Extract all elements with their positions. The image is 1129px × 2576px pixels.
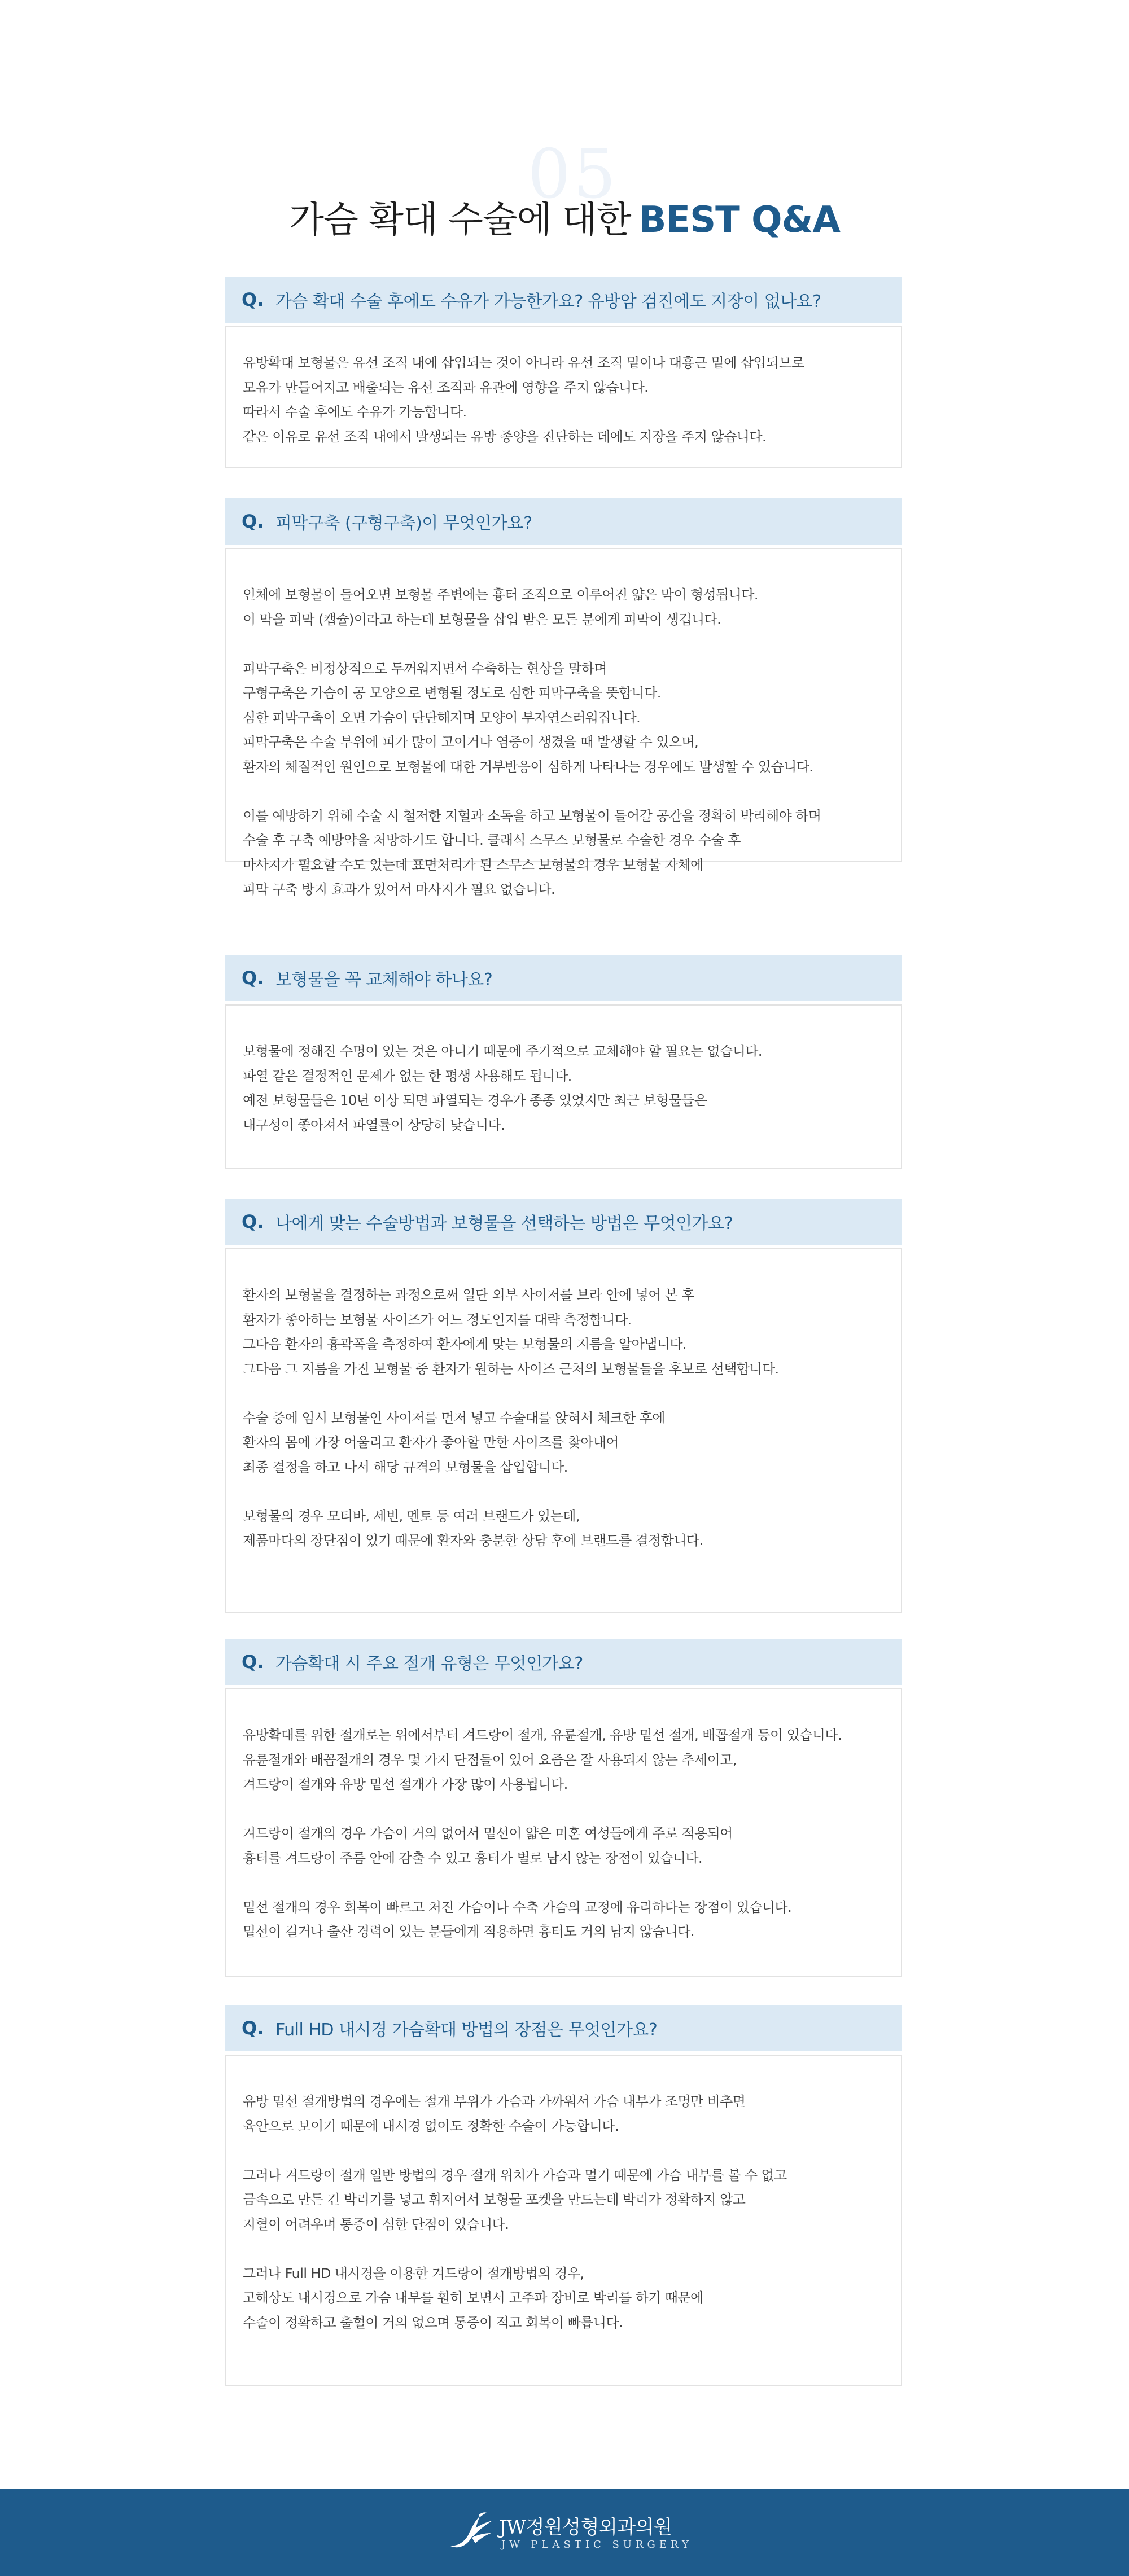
answer-line: 그다음 그 지름을 가진 보형물 중 환자가 원하는 사이즈 근처의 보형물들을 후보로 선택합니다. (243, 1361, 779, 1377)
answer-line: 피막구축은 비정상적으로 두꺼워지면서 수축하는 현상을 말하며 (243, 660, 607, 677)
answer-line: 최종 결정을 하고 나서 해당 규격의 보형물을 삽입합니다. (243, 1459, 568, 1475)
answer-line: 이를 예방하기 위해 수술 시 철저한 지혈과 소독을 하고 보형물이 들어갈 공간을 정확히 박리해야 하며 (243, 808, 821, 824)
answer-line: 보형물의 경우 모티바, 세빈, 멘토 등 여러 브랜드가 있는데, (243, 1508, 580, 1524)
answer-line: 제품마다의 장단점이 있기 때문에 환자와 충분한 상담 후에 브랜드를 결정합니다. (243, 1533, 703, 1548)
question-mark: Q. (242, 1211, 264, 1232)
question-bar (225, 2005, 902, 2051)
answer-line: 유륜절개와 배꼽절개의 경우 몇 가지 단점들이 있어 요즘은 잘 사용되지 않는 추세이고, (243, 1752, 737, 1768)
answer-line: 보형물에 정해진 수명이 있는 것은 아니기 때문에 주기적으로 교체해야 할 필요는 없습니다. (243, 1043, 762, 1059)
question-text: 보형물을 꼭 교체해야 하나요? (275, 970, 493, 990)
answer-line: 밑선이 길거나 출산 경력이 있는 분들에게 적용하면 흉터도 거의 남지 않습니다. (243, 1924, 695, 1939)
question-bar (225, 277, 902, 323)
answer-box (225, 2055, 902, 2386)
answer-line: 마사지가 필요할 수도 있는데 표면처리가 된 스무스 보형물의 경우 보형물 자체에 (243, 857, 703, 873)
answer-line: 인체에 보형물이 들어오면 보형물 주변에는 흉터 조직으로 이루어진 얇은 막이 형성됩니다. (243, 587, 758, 603)
answer-line: 그러나 겨드랑이 절개 일반 방법의 경우 절개 위치가 가슴과 멀기 때문에 가슴 내부를 볼 수 없고 (243, 2167, 787, 2183)
answer-line: 이 막을 피막 (캡슐)이라고 하는데 보형물을 삽입 받은 모든 분에게 피막이 생깁니다. (243, 611, 721, 627)
answer-line: 예전 보형물들은 10년 이상 되면 파열되는 경우가 종종 있었지만 최근 보형물들은 (243, 1092, 707, 1108)
answer-line: 심한 피막구축이 오면 가슴이 단단해지며 모양이 부자연스러워집니다. (243, 709, 641, 726)
qa-item (225, 1639, 902, 1977)
answer-line: 피막구축은 수술 부위에 피가 많이 고이거나 염증이 생겼을 때 발생할 수 있으며, (243, 734, 699, 750)
answer-line: 수술 중에 임시 보형물인 사이저를 먼저 넣고 수술대를 앉혀서 체크한 후에 (243, 1410, 665, 1426)
question-mark: Q. (242, 1651, 264, 1673)
answer-line: 환자가 좋아하는 보형물 사이즈가 어느 정도인지를 대략 측정합니다. (243, 1311, 632, 1328)
page-title-accent: BEST Q&A (638, 199, 840, 241)
footer (0, 2489, 1129, 2576)
question-text: Full HD 내시경 가슴확대 방법의 장점은 무엇인가요? (275, 2020, 658, 2040)
logo-korean-name: JW정원성형외과의원 (499, 2516, 672, 2539)
qa-item (225, 1199, 902, 1613)
answer-line: 따라서 수술 후에도 수유가 가능합니다. (243, 404, 467, 420)
question-text: 나에게 맞는 수술방법과 보형물을 선택하는 방법은 무엇인가요? (275, 1214, 733, 1234)
answer-box (225, 1248, 902, 1613)
answer-line: 환자의 몸에 가장 어울리고 환자가 좋아할 만한 사이즈를 찾아내어 (243, 1434, 619, 1450)
answer-line: 모유가 만들어지고 배출되는 유선 조직과 유관에 영향을 주지 않습니다. (243, 379, 649, 396)
answer-box (225, 1004, 902, 1169)
question-bar (225, 498, 902, 545)
qa-item (225, 955, 902, 1169)
answer-line: 지혈이 어려우며 통증이 심한 단점이 있습니다. (243, 2216, 509, 2232)
question-mark: Q. (242, 511, 264, 532)
answer-line: 피막 구축 방지 효과가 있어서 마사지가 필요 없습니다. (243, 881, 555, 897)
question-mark: Q. (242, 967, 264, 989)
answer-line: 겨드랑이 절개의 경우 가슴이 거의 없어서 밑선이 얇은 미혼 여성들에게 주로 적용되어 (243, 1825, 733, 1841)
answer-line: 유방 밑선 절개방법의 경우에는 절개 부위가 가슴과 가까워서 가슴 내부가 조명만 비추면 (243, 2094, 746, 2109)
answer-line: 수술이 정확하고 출혈이 거의 없으며 통증이 적고 회복이 빠릅니다. (243, 2314, 623, 2331)
question-text: 가슴확대 시 주요 절개 유형은 무엇인가요? (275, 1654, 583, 1674)
answer-line: 그다음 환자의 흉곽폭을 측정하여 환자에게 맞는 보형물의 지름을 알아냅니다. (243, 1336, 686, 1352)
answer-line: 유방확대를 위한 절개로는 위에서부터 겨드랑이 절개, 유륜절개, 유방 밑선 절개, 배꼽절개 등이 있습니다. (243, 1727, 842, 1743)
question-mark: Q. (242, 289, 264, 310)
question-bar (225, 955, 902, 1001)
answer-box (225, 548, 902, 897)
qa-item (225, 2005, 902, 2386)
answer-line: 밑선 절개의 경우 회복이 빠르고 처진 가슴이나 수축 가슴의 교정에 유리하다는 장점이 있습니다. (243, 1899, 792, 1915)
answer-line: 내구성이 좋아져서 파열률이 상당히 낮습니다. (243, 1117, 505, 1133)
question-bar (225, 1639, 902, 1685)
qa-item (225, 277, 902, 468)
logo-english-name: JW PLASTIC SURGERY (501, 2539, 693, 2551)
clinic-logo (446, 2509, 694, 2555)
answer-line: 같은 이유로 유선 조직 내에서 발생되는 유방 종양을 진단하는 데에도 지장을 주지 않습니다. (243, 428, 766, 445)
page-title-main: 가슴 확대 수술에 대한 (289, 199, 631, 241)
answer-line: 고해상도 내시경으로 가슴 내부를 훤히 보면서 고주파 장비로 박리를 하기 때문에 (243, 2290, 703, 2306)
answer-line: 흉터를 겨드랑이 주름 안에 감출 수 있고 흉터가 별로 남지 않는 장점이 있습니다. (243, 1850, 703, 1866)
answer-box (225, 1688, 902, 1977)
answer-box (225, 326, 902, 468)
qa-item (225, 498, 902, 897)
question-mark: Q. (242, 2017, 264, 2039)
question-bar (225, 1199, 902, 1245)
page-header (0, 0, 1129, 277)
section-number: 05 (527, 135, 619, 214)
answer-line: 유방확대 보형물은 유선 조직 내에 삽입되는 것이 아니라 유선 조직 밑이나 대흉근 밑에 삽입되므로 (243, 355, 804, 371)
question-text: 가슴 확대 수술 후에도 수유가 가능한가요? 유방암 검진에도 지장이 없나요? (275, 292, 821, 311)
answer-line: 겨드랑이 절개와 유방 밑선 절개가 가장 많이 사용됩니다. (243, 1776, 568, 1792)
question-text: 피막구축 (구형구축)이 무엇인가요? (275, 514, 532, 533)
answer-line: 육안으로 보이기 때문에 내시경 없이도 정확한 수술이 가능합니다. (243, 2118, 619, 2134)
answer-line: 파열 같은 결정적인 문제가 없는 한 평생 사용해도 됩니다. (243, 1068, 572, 1084)
jw-logo-icon (446, 2511, 495, 2553)
answer-line: 금속으로 만든 긴 박리기를 넣고 휘저어서 보형물 포켓을 만드는데 박리가 정확하지 않고 (243, 2192, 746, 2208)
answer-line: 수술 후 구축 예방약을 처방하기도 합니다. 클래식 스무스 보형물로 수술한 경우 수술 후 (243, 832, 741, 848)
answer-line: 그러나 Full HD 내시경을 이용한 겨드랑이 절개방법의 경우, (243, 2265, 584, 2281)
answer-line: 환자의 보형물을 결정하는 과정으로써 일단 외부 사이저를 브라 안에 넣어 본 후 (243, 1287, 695, 1303)
answer-line: 구형구축은 가슴이 공 모양으로 변형될 정도로 심한 피막구축을 뜻합니다. (243, 685, 661, 701)
answer-line: 환자의 체질적인 원인으로 보형물에 대한 거부반응이 심하게 나타나는 경우에도 발생할 수 있습니다. (243, 758, 813, 775)
page-title (0, 195, 1129, 245)
